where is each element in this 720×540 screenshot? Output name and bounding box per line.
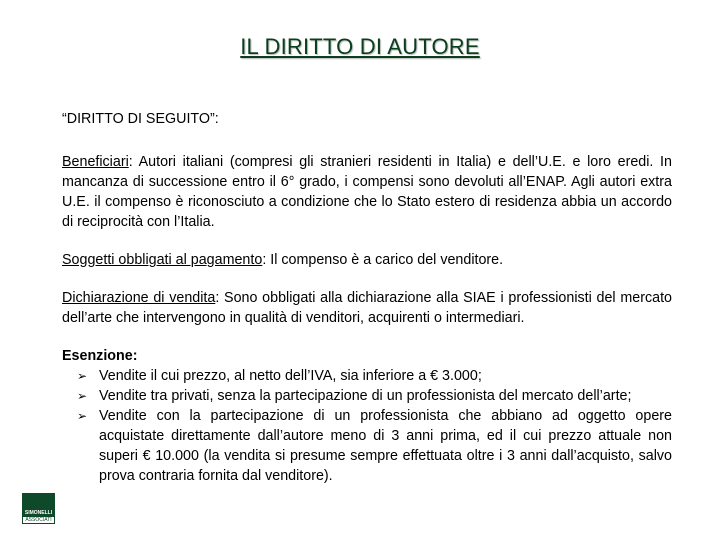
arrow-bullet-icon: ➢: [77, 369, 88, 383]
paragraph-text: : Autori italiani (compresi gli stranieri residenti in Italia) e dell’U.E. e loro eredi. In mancanza di successione entro il 6° grado, i compensi sono devoluti all’ENAP. Agli autori extra U.E. il compenso è riconosciuto a condizione che lo Stato estero di residenza abbia un accordo di reciprocità con l’Italia.: [62, 154, 672, 230]
exemption-list: [62, 366, 672, 486]
section-subtitle: “DIRITTO DI SEGUITO”:: [62, 111, 219, 127]
page-title: IL DIRITTO DI AUTORE: [240, 34, 480, 59]
list-item: [62, 366, 672, 386]
arrow-bullet-icon: ➢: [77, 389, 88, 403]
paragraph-beneficiari: [62, 152, 672, 232]
paragraph-dichiarazione: [62, 288, 672, 328]
logo-line1: SIMONELLI: [24, 510, 53, 516]
list-item-text: Vendite con la partecipazione di un professionista che abbiano ad oggetto opere acquistate direttamente dall’autore meno di 3 anni prima, ed il cui prezzo attuale non superi € 10.000 (la vendita si presume sempre effettuata oltre i 3 anni dall’acquisto, salvo prova contraria fornita dal venditore).: [99, 408, 672, 484]
paragraph-label: Beneficiari: [62, 154, 129, 170]
list-item: [62, 386, 672, 406]
paragraph-text: : Il compenso è a carico del venditore.: [262, 252, 504, 268]
logo-line2: ASSOCIATI: [23, 517, 54, 523]
list-item-text: Vendite il cui prezzo, al netto dell’IVA, sia inferiore a € 3.000;: [99, 368, 482, 384]
slide-content: [62, 109, 672, 486]
paragraph-text: : Sono obbligati alla dichiarazione alla SIAE i professionisti del mercato dell’arte che intervengono in qualità di venditori, acquirenti o intermediari.: [62, 290, 672, 326]
paragraph-label: Soggetti obbligati al pagamento: [62, 252, 263, 268]
company-logo: [22, 493, 55, 524]
paragraph-soggetti: [62, 250, 672, 270]
list-item-text: Vendite tra privati, senza la partecipazione di un professionista del mercato dell’arte;: [99, 388, 632, 404]
list-item: [62, 406, 672, 486]
arrow-bullet-icon: ➢: [77, 409, 88, 423]
exemption-title: Esenzione:: [62, 348, 138, 364]
paragraph-label: Dichiarazione di vendita: [62, 290, 216, 306]
